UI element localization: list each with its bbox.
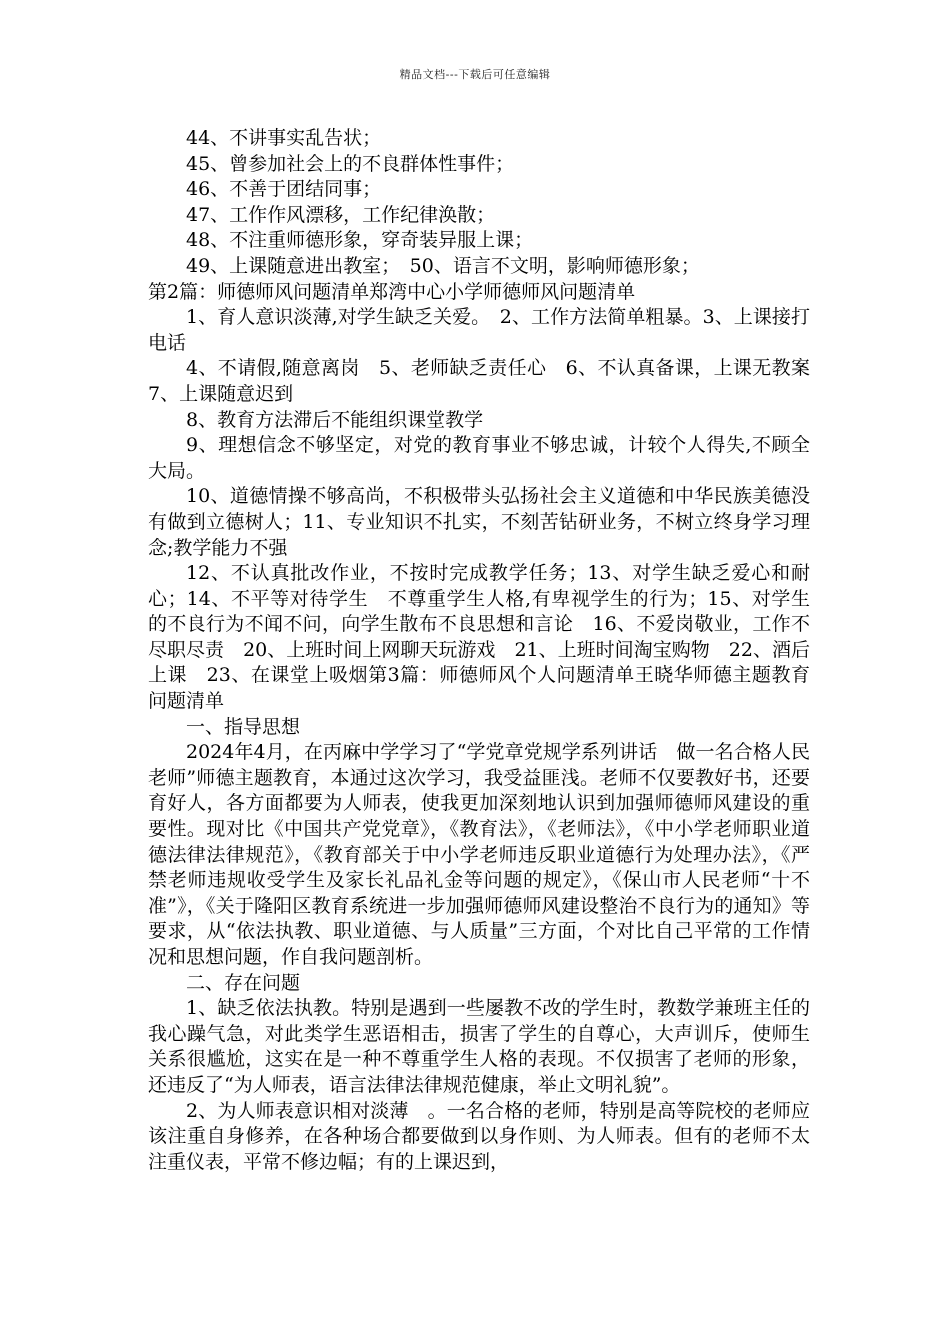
paragraph-1-3: 1、育人意识淡薄,对学生缺乏关爱。 2、工作方法简单粗暴。3、上课接打电话 <box>148 306 810 354</box>
page-header: 精品文档---下载后可任意编辑 <box>399 68 551 81</box>
heading-existing-problems: 二、存在问题 <box>186 971 301 994</box>
list-item: 47、工作作风漂移，工作纪律涣散； <box>186 203 496 226</box>
paragraph-issue-2: 2、为人师表意识相对淡薄 。一名合格的老师，特别是高等院校的老师应该注重自身修养，在各种场合都要做到以身作则、为人师表。但有的老师不太注重仪表，平常不修边幅；有的上课迟到， <box>148 1099 810 1173</box>
paragraph-12-23: 12、不认真批改作业，不按时完成教学任务；13、对学生缺乏爱心和耐心；14、不平等对待学生 不尊重学生人格,有卑视学生的行为；15、对学生的不良行为不闻不问，向学生散布不良思想和言论 16、不爱岗敬业，工作不尽职尽责 20、上班时间上网聊天玩游戏 21、上班时间淘宝购物 22、酒后上课 23、在课堂上吸烟第3篇：师德师风个人问题清单王晓华师德主题教育问题清单 <box>148 562 810 713</box>
document-body <box>148 126 830 1175</box>
paragraph-49-50: 49、上课随意进出教室； 50、语言不文明，影响师德形象； <box>186 254 700 277</box>
list-item: 46、不善于团结同事； <box>186 178 382 201</box>
paragraph-10-11: 10、道德情操不够高尚，不积极带头弘扬社会主义道德和中华民族美德没有做到立德树人；11、专业知识不扎实，不刻苦钻研业务，不树立终身学习理念;教学能力不强 <box>148 485 810 559</box>
heading-guiding-thought: 一、指导思想 <box>186 715 301 738</box>
paragraph-4-7: 4、不请假,随意离岗 5、老师缺乏责任心 6、不认真备课，上课无教案 7、上课随意迟到 <box>148 357 830 405</box>
section-title-2: 第2篇：师德师风问题清单郑湾中心小学师德师风问题清单 <box>148 280 636 303</box>
list-item: 45、曾参加社会上的不良群体性事件； <box>186 152 515 175</box>
paragraph-issue-1: 1、缺乏依法执教。特别是遇到一些屡教不改的学生时，教数学兼班主任的我心躁气急，对此类学生恶语相击，损害了学生的自尊心，大声训斥，使师生关系很尴尬，这实在是一种不尊重学生人格的表现。不仅损害了老师的形象，还违反了“为人师表，语言法律法律规范健康，举止文明礼貌”。 <box>148 997 810 1096</box>
list-item: 48、不注重师德形象，穿奇装异服上课； <box>186 229 534 252</box>
paragraph-8: 8、教育方法滞后不能组织课堂教学 <box>186 408 484 431</box>
list-item: 44、不讲事实乱告状； <box>186 127 382 149</box>
paragraph-9: 9、理想信念不够坚定，对党的教育事业不够忠诚，计较个人得失,不顾全大局。 <box>148 434 810 482</box>
paragraph-guiding-thought: 2024年4月，在丙麻中学学习了“学党章党规学系列讲话 做一名合格人民老师”师德主题教育，本通过这次学习，我受益匪浅。老师不仅要教好书，还要育好人，各方面都要为人师表，使我更加深刻地认识到加强师德师风建设的重要性。现对比《中国共产党党章》，《教育法》，《老师法》，《中小学老师职业道德法律法律规范》，《教育部关于中小学老师违反职业道德行为处理办法》，《严禁老师违规收受学生及家长礼品礼金等问题的规定》，《保山市人民老师“十不准”》，《关于隆阳区教育系统进一步加强师德师风建设整治不良行为的通知》等要求，从“依法执教、职业道德、与人质量”三方面，个对比自己平常的工作情况和思想问题，作自我问题剖析。 <box>148 741 810 968</box>
